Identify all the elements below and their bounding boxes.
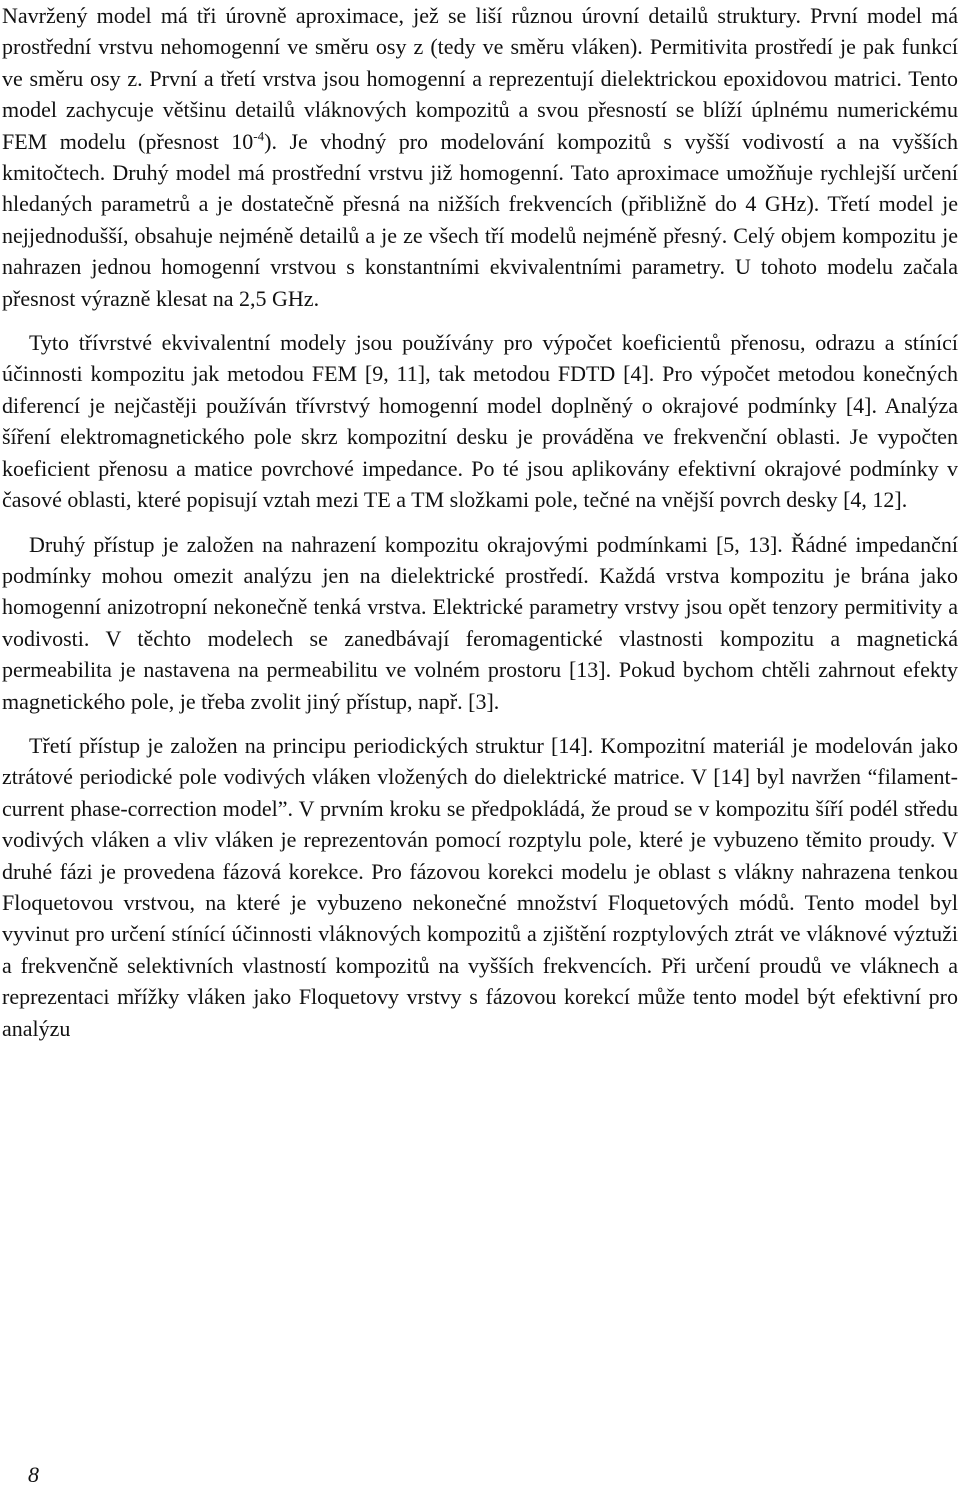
paragraph-model-levels	[2, 0, 958, 314]
paragraph-three-layer-models: Tyto třívrstvé ekvivalentní modely jsou používány pro výpočet koeficientů přenosu, odrazu a stínící účinnosti kompozitu jak metodou FEM [9, 11], tak metodou FDTD [4]. Pro výpočet metodou konečných diferencí je nejčastěji používán třívrstvý homogenní model doplněný o okrajové podmínky [4]. Analýza šíření elektromagnetického pole skrz kompozitní desku je prováděna ve frekvenční oblasti. Je vypočten koeficient přenosu a matice povrchové impedance. Po té jsou aplikovány efektivní okrajové podmínky v časové oblasti, které popisují vztah mezi TE a TM složkami pole, tečné na vnější povrch desky [4, 12].	[2, 330, 958, 513]
exponent-superscript: -4	[253, 128, 265, 144]
page-number: 8	[28, 1462, 39, 1487]
paragraph-model-levels-text-1: Navržený model má tři úrovně aproximace, jež se liší různou úrovní detailů struktury. První model má prostřední vrstvu nehomogenní ve směru osy z (tedy ve směru vláken). Permitivita prostředí je pak funkcí ve směru osy z. První a třetí vrstva jsou homogenní a reprezentují dielektrickou epoxidovou matrici. Tento model zachycuje většinu detailů vláknových kompozitů a svou přesností se blíží úplnému numerickému FEM modelu (přesnost 10	[2, 3, 958, 154]
paragraph-second-approach: Druhý přístup je založen na nahrazení kompozitu okrajovými podmínkami [5, 13]. Řádné impedanční podmínky mohou omezit analýzu jen na dielektrické prostředí. Každá vrstva kompozitu je brána jako homogenní anizotropní nekonečně tenká vrstva. Elektrické parametry vrstvy jsou opět tenzory permitivity a vodivosti. V těchto modelech se zanedbávají feromagentické vlastnosti kompozitu a magnetická permeabilita je nastavena na permeabilitu ve volném prostoru [13]. Pokud bychom chtěli zahrnout efekty magnetického pole, je třeba zvolit jiný přístup, např. [3].	[2, 531, 958, 714]
paragraph-model-levels-text-2: ). Je vhodný pro modelování kompozitů s vyšší vodivostí a na vyšších kmitočtech. Druhý model má prostřední vrstvu již homogenní. Tato aproximace umožňuje rychlejší určení hledaných parametrů a je dostatečně přesná na nižších frekvencích (přibližně do 4 GHz). Třetí model je nejjednodušší, obsahuje nejméně detailů a je ze všech tří modelů nejméně přesný. Celý objem kompozitu je nahrazen jednou homogenní vrstvou s konstantními ekvivalentními parametry. U tohoto modelu začala přesnost výrazně klesat na 2,5 GHz.	[2, 128, 958, 311]
paragraph-third-approach: Třetí přístup je založen na principu periodických struktur [14]. Kompozitní materiál je modelován jako ztrátové periodické pole vodivých vláken vložených do dielektrické matrice. V [14] byl navržen “filament-current phase-correction model”. V prvním kroku se předpokládá, že proud se v kompozitu šíří podél středu vodivých vláken a vliv vláken je reprezentován pomocí rozptylu pole, které je vybuzeno těmito proudy. V druhé fázi je provedena fázová korekce. Pro fázovou korekci modelu je oblast s vlákny nahrazena tenkou Floquetovou vrstvou, na které je vybuzeno nekonečné množství Floquetových módů. Tento model byl vyvinut pro určení stínící účinnosti vláknových kompozitů a zjištění rozptylových ztrát ve vláknové výztuži a frekvenčně selektivních vlastností kompozitů na vyšších frekvencích. Při určení proudů ve vláknech a reprezentaci mřížky vláken jako Floquetovy vrstvy s fázovou korekcí může tento model být efektivní pro analýzu	[2, 732, 958, 1041]
